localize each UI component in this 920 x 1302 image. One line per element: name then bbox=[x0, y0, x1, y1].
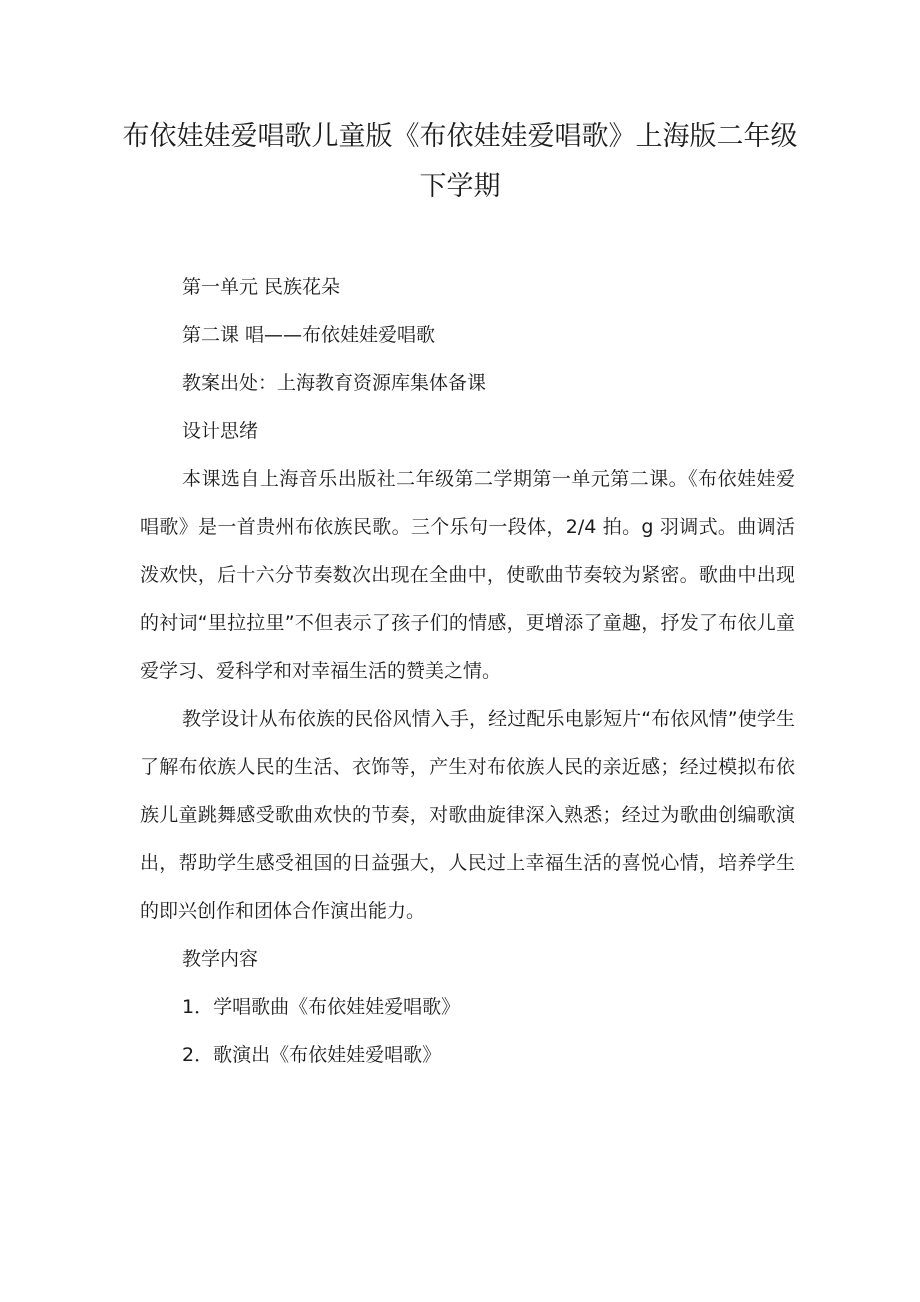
unit-line: 第一单元 民族花朵 bbox=[182, 276, 341, 298]
source-line: 教案出处：上海教育资源库集体备课 bbox=[182, 372, 487, 394]
content-item-2: 2．歌演出《布依娃娃爱唱歌》 bbox=[182, 1044, 442, 1066]
lesson-line: 第二课 唱——布依娃娃爱唱歌 bbox=[182, 324, 436, 346]
document-body bbox=[140, 263, 795, 1079]
paragraph-teaching-design: 教学设计从布依族的民俗风情入手，经过配乐电影短片“布依风情”使学生了解布依族人民的生活、衣饰等，产生对布依族人民的亲近感；经过模拟布依族儿童跳舞感受歌曲欢快的节奏，对歌曲旋律深入熟悉；经过为歌曲创编歌演出，帮助学生感受祖国的日益强大，人民过上幸福生活的喜悦心情，培养学生的即兴创作和团体合作演出能力。 bbox=[140, 708, 795, 922]
design-heading: 设计思绪 bbox=[182, 420, 259, 442]
paragraph-course-intro: 本课选自上海音乐出版社二年级第二学期第一单元第二课。《布依娃娃爱唱歌》是一首贵州布依族民歌。三个乐句一段体，2/4 拍。g 羽调式。曲调活泼欢快，后十六分节奏数次出现在全曲中，使歌曲节奏较为紧密。歌曲中出现的衬词“里拉拉里”不但表示了孩子们的情感，更增添了童趣，抒发了布依儿童爱学习、爱科学和对幸福生活的赞美之情。 bbox=[140, 468, 795, 682]
content-heading: 教学内容 bbox=[182, 948, 259, 970]
content-item-1: 1．学唱歌曲《布依娃娃爱唱歌》 bbox=[182, 996, 461, 1018]
document-title: 布依娃娃爱唱歌儿童版《布依娃娃爱唱歌》上海版二年级下学期 bbox=[122, 121, 798, 202]
